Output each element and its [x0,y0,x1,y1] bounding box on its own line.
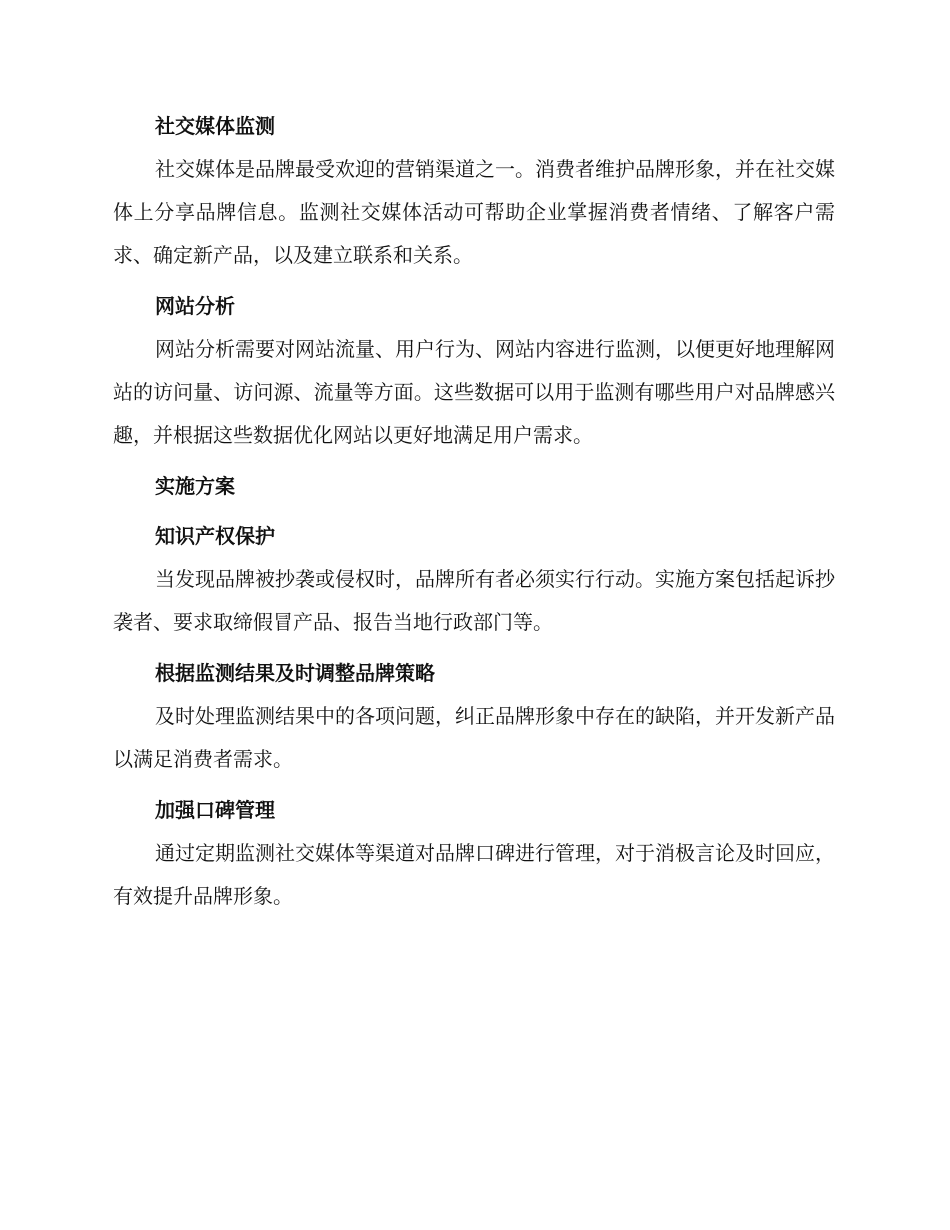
section-heading-ip-protection: 知识产权保护 [155,524,275,548]
section-paragraph-website-analysis: 网站分析需要对网站流量、用户行为、网站内容进行监测，以便更好地理解网站的访问量、访问源、流量等方面。这些数据可以用于监测有哪些用户对品牌感兴趣，并根据这些数据优化网站以更好地满足用户需求。 [113,337,835,447]
section-heading-adjust-strategy: 根据监测结果及时调整品牌策略 [155,661,435,685]
section-paragraph-ip-protection: 当发现品牌被抄袭或侵权时，品牌所有者必须实行行动。实施方案包括起诉抄袭者、要求取缔假冒产品、报告当地行政部门等。 [113,567,835,634]
section-paragraph-reputation: 通过定期监测社交媒体等渠道对品牌口碑进行管理，对于消极言论及时回应，有效提升品牌形象。 [113,841,835,908]
section-heading-implementation: 实施方案 [155,474,235,498]
document-page [113,104,835,925]
section-paragraph-adjust-strategy: 及时处理监测结果中的各项问题，纠正品牌形象中存在的缺陷，并开发新产品以满足消费者需求。 [113,704,835,771]
section-heading-reputation: 加强口碑管理 [155,798,275,822]
section-heading-website-analysis: 网站分析 [155,294,235,318]
section-heading-social-media: 社交媒体监测 [155,114,275,138]
section-paragraph-social-media: 社交媒体是品牌最受欢迎的营销渠道之一。消费者维护品牌形象，并在社交媒体上分享品牌信息。监测社交媒体活动可帮助企业掌握消费者情绪、了解客户需求、确定新产品，以及建立联系和关系。 [113,157,835,267]
